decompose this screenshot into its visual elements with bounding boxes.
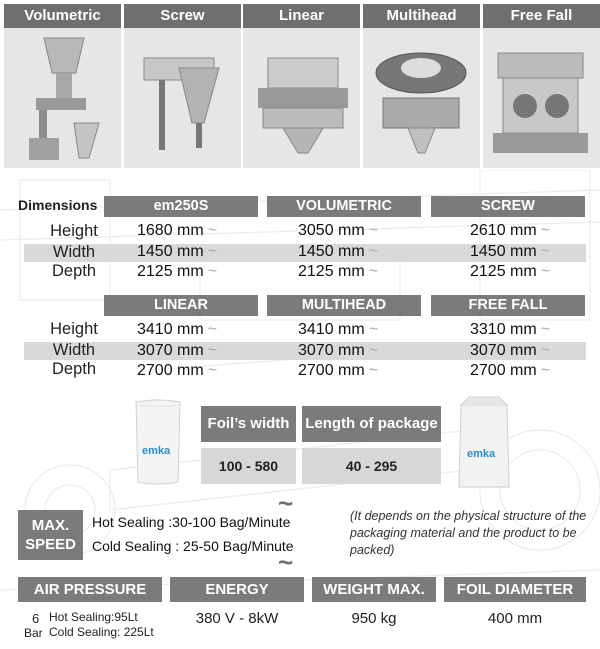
cell-screw-height: 2610 mm ~	[470, 222, 551, 239]
air-pressure-unit: Bar	[24, 626, 43, 640]
weight-max-header: WEIGHT MAX.	[312, 577, 436, 602]
card-title: Volumetric	[4, 4, 121, 28]
hot-sealing-speed: Hot Sealing :30-100 Bag/Minute	[92, 514, 291, 530]
energy-header: ENERGY	[170, 577, 304, 602]
linear-machine-icon	[243, 28, 360, 168]
air-pressure-header: AIR PRESSURE	[18, 577, 162, 602]
cell-volumetric-height: 3050 mm ~	[298, 222, 379, 239]
foil-width-header: Foil’s width	[201, 406, 296, 442]
bag-large-image	[455, 395, 513, 493]
cell-em250s-height: 1680 mm ~	[137, 222, 218, 239]
card-screw[interactable]	[124, 4, 241, 168]
package-length-value: 40 - 295	[302, 448, 441, 484]
cold-sealing-speed: Cold Sealing : 25-50 Bag/Minute	[92, 538, 294, 554]
volumetric-machine-icon	[4, 28, 121, 168]
cell-linear-height: 3410 mm ~	[137, 321, 218, 338]
cell-multihead-height: 3410 mm ~	[298, 321, 379, 338]
cell-free-fall-height: 3310 mm ~	[470, 321, 551, 338]
weight-max-value: 950 kg	[351, 610, 397, 627]
foil-diameter-header: FOIL DIAMETER	[444, 577, 586, 602]
foil-width-value: 100 - 580	[201, 448, 296, 484]
card-title: Multihead	[363, 4, 480, 28]
air-pressure-number: 6	[32, 611, 40, 626]
cell-free-fall-width: 3070 mm ~	[470, 342, 551, 359]
tilde-mark: ~	[278, 488, 294, 518]
foil-diameter-value: 400 mm	[487, 610, 543, 627]
card-linear[interactable]	[243, 4, 360, 168]
speed-note: (It depends on the physical structure of the packaging material and the product to be packed)	[350, 509, 587, 557]
multihead-machine-icon	[363, 28, 480, 168]
col-header-linear: LINEAR	[104, 295, 258, 316]
card-multihead[interactable]	[363, 4, 480, 168]
bag-brand-text: emka	[142, 445, 171, 457]
cell-screw-width: 1450 mm ~	[470, 243, 551, 260]
cell-screw-depth: 2125 mm ~	[470, 263, 551, 280]
dimensions-label: Dimensions	[18, 197, 98, 213]
row-label-height: Height	[50, 222, 98, 240]
col-header-screw: SCREW	[431, 196, 585, 217]
bag-small-image	[132, 398, 184, 486]
cell-multihead-depth: 2700 mm ~	[298, 362, 379, 379]
cell-linear-width: 3070 mm ~	[137, 342, 218, 359]
col-header-multihead: MULTIHEAD	[267, 295, 421, 316]
row-label-depth: Depth	[51, 262, 97, 280]
card-title: Free Fall	[483, 4, 600, 28]
cell-em250s-width: 1450 mm ~	[137, 243, 218, 260]
row-label-height: Height	[50, 320, 98, 338]
row-label-depth: Depth	[51, 360, 97, 378]
cell-volumetric-width: 1450 mm ~	[298, 243, 379, 260]
col-header-em250s: em250S	[104, 196, 258, 217]
air-cold-sealing: Cold Sealing: 225Lt	[49, 625, 154, 639]
card-volumetric[interactable]	[4, 4, 121, 168]
cell-em250s-depth: 2125 mm ~	[137, 263, 218, 280]
bag-brand-text: emka	[467, 448, 496, 460]
tilde-mark: ~	[278, 547, 294, 577]
cell-volumetric-depth: 2125 mm ~	[298, 263, 379, 280]
cell-multihead-width: 3070 mm ~	[298, 342, 379, 359]
row-label-width: Width	[52, 341, 96, 359]
card-title: Screw	[124, 4, 241, 28]
max-speed-label: MAX. SPEED	[18, 510, 83, 560]
card-free-fall[interactable]	[483, 4, 600, 168]
free-fall-machine-icon	[483, 28, 600, 168]
col-header-volumetric: VOLUMETRIC	[267, 196, 421, 217]
row-label-width: Width	[52, 243, 96, 261]
package-length-header: Length of package	[302, 406, 441, 442]
screw-machine-icon	[124, 28, 241, 168]
energy-value: 380 V - 8kW	[195, 610, 279, 627]
cell-free-fall-depth: 2700 mm ~	[470, 362, 551, 379]
air-hot-sealing: Hot Sealing:95Lt	[49, 610, 138, 624]
card-title: Linear	[243, 4, 360, 28]
cell-linear-depth: 2700 mm ~	[137, 362, 218, 379]
col-header-free-fall: FREE FALL	[431, 295, 585, 316]
